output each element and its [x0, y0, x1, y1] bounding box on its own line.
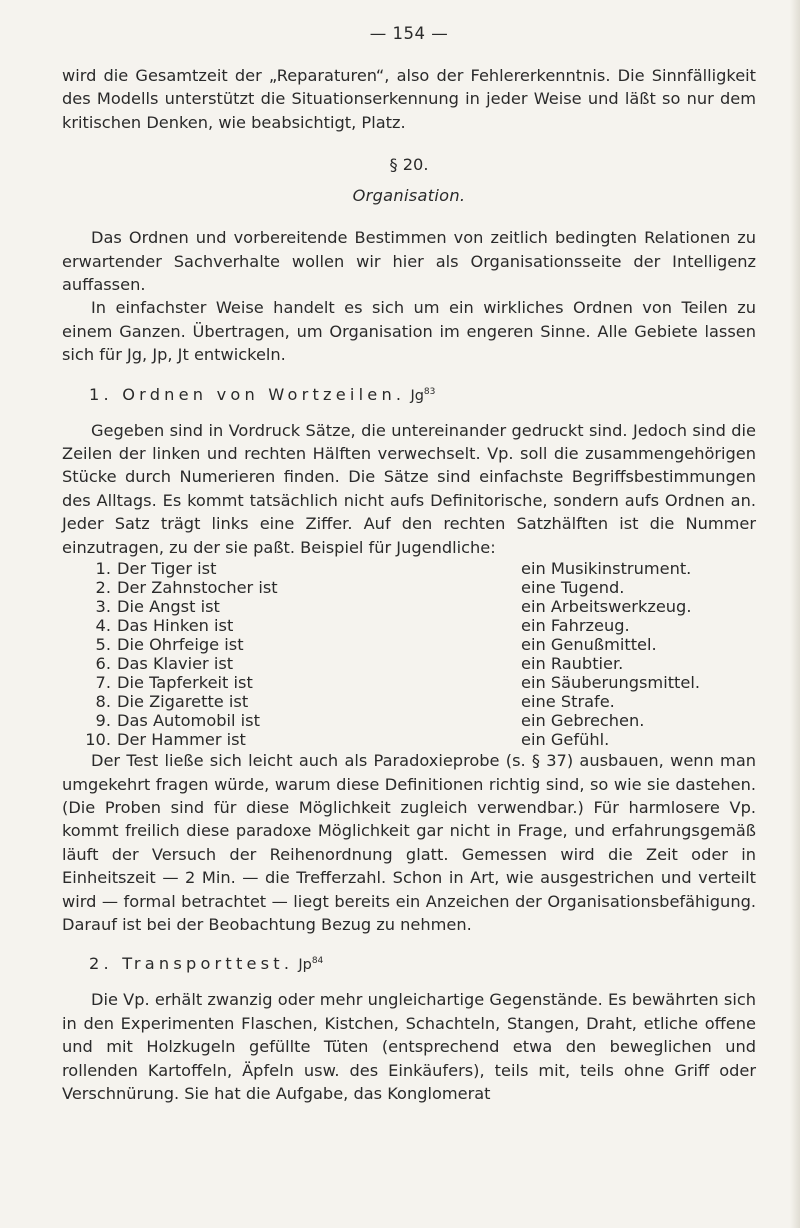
example-left-row	[83, 711, 443, 730]
subsection-label: 1. Ordnen von Wortzeilen.	[89, 384, 406, 404]
row-number: 4.	[95, 616, 111, 636]
row-text: Der Hammer ist	[117, 730, 246, 750]
example-left-row	[83, 578, 443, 597]
row-number: 2.	[95, 578, 111, 598]
row-number: 1.	[95, 559, 111, 579]
row-number: 7.	[95, 673, 111, 693]
subsection-label: 2. Transporttest.	[89, 954, 294, 974]
example-left-row	[83, 654, 443, 673]
example-right-row: ein Arbeitswerkzeug.	[521, 597, 692, 617]
row-number: 8.	[95, 692, 111, 712]
example-right-row: ein Gefühl.	[521, 730, 610, 750]
example-left-row	[83, 559, 443, 578]
paragraph-test-description: Gegeben sind in Vordruck Sätze, die untereinander gedruckt sind. Jedoch sind die Zeilen der linken und rechten Hälften verwechselt. Vp. soll die zusammengehörigen Stücke durch Numerieren finden. Die Sätze sind einfachste Begriffsbestimmungen des Alltags. Es kommt tatsächlich nicht aufs Definitorische, sondern aufs Ordnen an. Jeder Satz trägt links eine Ziffer. Auf den rechten Satzhälften ist die Nummer einzutragen, zu der sie paßt. Beispiel für Jugendliche:	[62, 420, 756, 557]
section-title: Organisation.	[352, 186, 466, 206]
row-text: Das Automobil ist	[117, 711, 260, 731]
row-text: Das Hinken ist	[117, 616, 234, 636]
row-number: 6.	[95, 654, 111, 674]
row-text: Das Klavier ist	[117, 654, 234, 674]
example-left-row	[83, 616, 443, 635]
row-text: Die Tapferkeit ist	[117, 673, 253, 693]
subsection-ref: Jp	[298, 957, 312, 974]
example-right-row: ein Raubtier.	[521, 654, 624, 674]
page-edge-shadow	[790, 0, 800, 1228]
row-number: 3.	[95, 597, 111, 617]
subsection-heading-2	[62, 950, 756, 977]
example-right-row: ein Säuberungsmittel.	[521, 673, 700, 693]
row-text: Der Zahnstocher ist	[117, 578, 278, 598]
row-text: Die Ohrfeige ist	[117, 635, 244, 655]
row-text: Der Tiger ist	[117, 559, 217, 579]
paragraph-intro: In einfachster Weise handelt es sich um ein wirkliches Ordnen von Teilen zu einem Ganzen. Übertragen, um Organisation im engeren Sinne. Alle Gebiete lassen sich für Jg, Jp, Jt entwickeln.	[62, 298, 756, 365]
page-number: — 154 —	[369, 24, 449, 43]
paragraph-continuation: wird die Gesamtzeit der „Reparaturen“, also der Fehlererkenntnis. Die Sinnfälligkeit des Modells unterstützt die Situationserkennung in jeder Weise und läßt so nur dem kritischen Denken, wie beabsichtigt, Platz.	[62, 66, 756, 132]
example-right-row: eine Strafe.	[521, 692, 615, 712]
example-left-row	[83, 730, 443, 749]
paragraph-transport-test: Die Vp. erhält zwanzig oder mehr ungleichartige Gegenstände. Es bewährten sich in den Experimenten Flaschen, Kistchen, Schachteln, Stangen, Draht, etliche offene und mit Holzkugeln gefüllte Tüten (entsprechend etwa den beweglichen und rollenden Kartoffeln, Äpfeln usw. des Einkäufers), teils mit, teils ohne Griff oder Verschnürung. Sie hat die Aufgabe, das Konglomerat	[62, 990, 756, 1103]
example-right-row: ein Musikinstrument.	[521, 559, 692, 579]
subsection-footnote-mark: 83	[423, 386, 436, 397]
example-left-row	[83, 635, 443, 654]
section-number: § 20.	[389, 155, 429, 175]
row-number: 9.	[95, 711, 111, 731]
example-right-row: ein Genußmittel.	[521, 635, 657, 655]
example-left-row	[83, 692, 443, 711]
example-left-column	[83, 559, 443, 749]
row-number: 10.	[85, 730, 111, 750]
paragraph-paradox-note: Der Test ließe sich leicht auch als Paradoxieprobe (s. § 37) ausbauen, wenn man umgekehrt fragen würde, warum diese Definitionen richtig sind, so wie sie dastehen. (Die Proben sind für diese Möglichkeit zugleich verwendbar.) Für harmlosere Vp. kommt freilich diese paradoxe Möglichkeit gar nicht in Frage, und erfahrungsgemäß läuft der Versuch der Reihenordnung glatt. Gemessen wird die Zeit oder in Einheitszeit — 2 Min. — die Trefferzahl. Schon in Art, wie ausgestrichen und verteilt wird — formal betrachtet — liegt bereits ein Anzeichen der Organisationsbefähigung. Darauf ist bei der Beobachtung Bezug zu nehmen.	[62, 751, 756, 934]
row-text: Die Zigarette ist	[117, 692, 249, 712]
example-right-row: ein Fahrzeug.	[521, 616, 630, 636]
example-right-row: eine Tugend.	[521, 578, 625, 598]
example-left-row	[83, 597, 443, 616]
example-right-row: ein Gebrechen.	[521, 711, 645, 731]
example-left-row	[83, 673, 443, 692]
example-right-column	[521, 559, 781, 749]
paragraph-definition: Das Ordnen und vorbereitende Bestimmen von zeitlich bedingten Relationen zu erwartender Sachverhalte wollen wir hier als Organisationsseite der Intelligenz auffassen.	[62, 228, 756, 295]
subsection-heading-1	[62, 381, 756, 408]
row-text: Die Angst ist	[117, 597, 220, 617]
subsection-ref: Jg	[410, 387, 424, 404]
row-number: 5.	[95, 635, 111, 655]
subsection-footnote-mark: 84	[311, 956, 324, 967]
example-sentence-list	[62, 559, 756, 749]
